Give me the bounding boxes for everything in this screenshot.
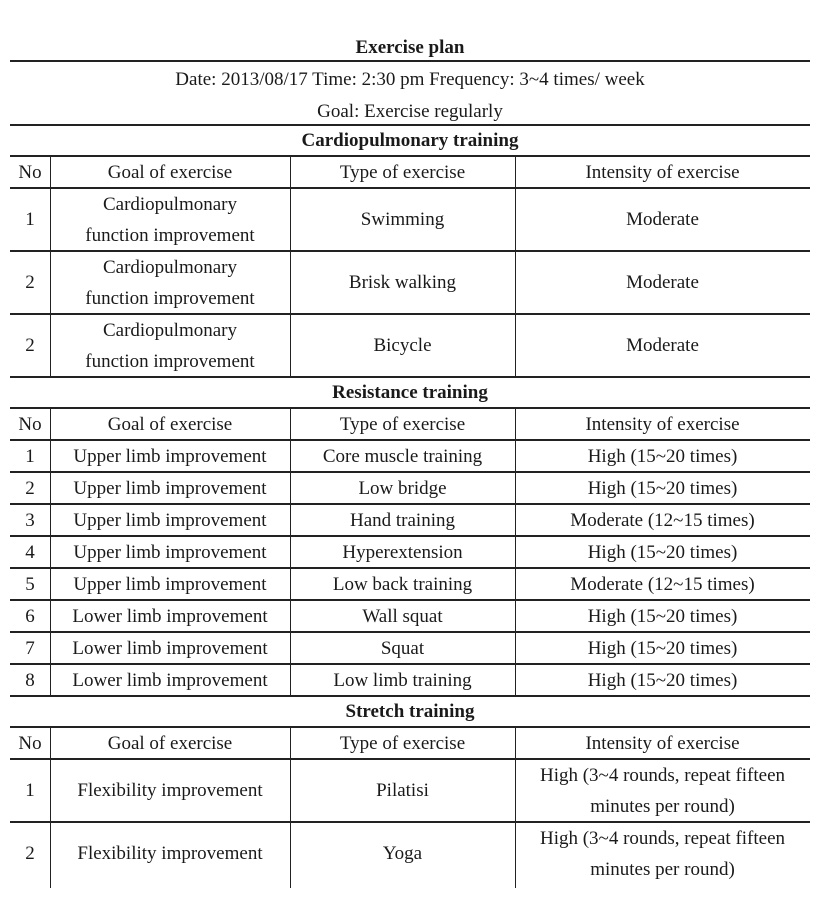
column-header-type-text: Type of exercise (339, 413, 466, 435)
type-cell-text: Brisk walking (348, 272, 457, 293)
type-cell (290, 664, 515, 696)
type-cell (290, 472, 515, 504)
column-header-type-text: Type of exercise (339, 732, 466, 754)
goal-cell (50, 600, 290, 632)
goal-cell-line: Lower limb improvement (72, 669, 268, 691)
intensity-cell-line: High (15~20 times) (587, 605, 738, 627)
goal-cell-line: Upper limb improvement (73, 541, 267, 563)
intensity-cell (515, 632, 810, 664)
column-divider (290, 156, 291, 377)
goal-cell (50, 472, 290, 504)
row-number-text: 5 (25, 573, 35, 595)
column-divider (50, 727, 51, 888)
intensity-cell-line: minutes per round) (590, 858, 735, 880)
type-cell (290, 600, 515, 632)
column-divider (290, 727, 291, 888)
type-cell (290, 440, 515, 472)
intensity-cell-line: minutes per round) (590, 795, 735, 817)
row-number (10, 504, 50, 536)
goal-cell (50, 568, 290, 600)
row-number-text: 8 (25, 669, 35, 691)
section-title (10, 697, 810, 726)
row-number-text: 1 (25, 445, 35, 467)
intensity-cell-line: High (15~20 times) (587, 541, 738, 563)
column-header-intensity (515, 408, 810, 440)
goal-cell-line: Flexibility improvement (77, 780, 263, 801)
column-header-type-text: Type of exercise (339, 161, 466, 183)
goal-cell (50, 188, 290, 251)
type-cell (290, 251, 515, 314)
type-cell-text: Squat (380, 637, 425, 659)
column-header-no (10, 156, 50, 188)
type-cell-text: Swimming (360, 209, 445, 230)
intensity-cell (515, 251, 810, 314)
row-number (10, 188, 50, 251)
row-number-text: 2 (25, 272, 35, 293)
goal-line-text: Goal: Exercise regularly (317, 100, 503, 122)
intensity-cell (515, 504, 810, 536)
column-header-type (290, 408, 515, 440)
row-number-text: 2 (25, 477, 35, 499)
intensity-cell-line: Moderate (626, 272, 699, 293)
goal-cell-line: function improvement (85, 287, 255, 309)
goal-cell-line: Lower limb improvement (72, 637, 268, 659)
row-number (10, 759, 50, 822)
row-number (10, 568, 50, 600)
column-divider (515, 156, 516, 377)
row-number (10, 472, 50, 504)
goal-cell-line: Upper limb improvement (73, 509, 267, 531)
type-cell (290, 504, 515, 536)
intensity-cell-line: High (15~20 times) (587, 445, 738, 467)
row-number (10, 822, 50, 885)
section-title (10, 126, 810, 155)
column-header-intensity-text: Intensity of exercise (585, 161, 740, 183)
section-title-text: Cardiopulmonary training (301, 130, 519, 151)
intensity-cell (515, 536, 810, 568)
intensity-cell-line: Moderate (626, 335, 699, 356)
column-divider (50, 156, 51, 377)
column-header-no-text: No (18, 413, 42, 435)
intensity-cell-line: High (15~20 times) (587, 477, 738, 499)
row-number (10, 440, 50, 472)
goal-cell (50, 822, 290, 885)
goal-cell-line: Flexibility improvement (77, 843, 263, 864)
type-cell-text: Low limb training (333, 669, 472, 691)
type-cell (290, 314, 515, 377)
row-number-text: 3 (25, 509, 35, 531)
row-number (10, 664, 50, 696)
goal-cell-line: Cardiopulmonary (102, 193, 237, 215)
goal-cell-line: Cardiopulmonary (102, 256, 237, 278)
intensity-cell-line: High (15~20 times) (587, 637, 738, 659)
intensity-cell (515, 188, 810, 251)
goal-cell-line: function improvement (85, 350, 255, 372)
type-cell-text: Core muscle training (322, 445, 483, 467)
info-line (10, 64, 810, 94)
goal-cell-line: Cardiopulmonary (102, 319, 237, 341)
type-cell-text: Hyperextension (342, 541, 463, 563)
column-header-no (10, 408, 50, 440)
column-divider (290, 408, 291, 696)
goal-cell (50, 314, 290, 377)
table-title-text: Exercise plan (355, 36, 465, 58)
intensity-cell (515, 822, 810, 885)
row-number-text: 7 (25, 637, 35, 659)
type-cell (290, 188, 515, 251)
intensity-cell-line: Moderate (12~15 times) (570, 509, 755, 531)
intensity-cell-line: High (3~4 rounds, repeat fifteen (539, 827, 786, 849)
type-cell-text: Wall squat (362, 605, 443, 627)
column-header-no (10, 727, 50, 759)
goal-cell (50, 632, 290, 664)
intensity-cell (515, 314, 810, 377)
column-header-intensity (515, 727, 810, 759)
type-cell-text: Bicycle (373, 335, 432, 356)
row-number (10, 600, 50, 632)
goal-cell (50, 664, 290, 696)
rule-line (10, 60, 810, 62)
goal-cell-line: function improvement (85, 224, 255, 246)
row-number-text: 2 (25, 843, 35, 864)
type-cell-text: Pilatisi (376, 780, 429, 801)
column-divider (515, 727, 516, 888)
goal-cell (50, 759, 290, 822)
row-number (10, 632, 50, 664)
type-cell-text: Low back training (332, 573, 473, 595)
column-header-goal (50, 156, 290, 188)
intensity-cell (515, 759, 810, 822)
type-cell-text: Low bridge (358, 477, 447, 499)
column-header-intensity-text: Intensity of exercise (585, 413, 740, 435)
table-title (10, 33, 810, 61)
intensity-cell (515, 600, 810, 632)
row-number-text: 1 (25, 209, 35, 230)
type-cell (290, 568, 515, 600)
intensity-cell-line: High (15~20 times) (587, 669, 738, 691)
intensity-cell (515, 568, 810, 600)
column-header-intensity (515, 156, 810, 188)
column-header-no-text: No (18, 732, 42, 754)
column-divider (50, 408, 51, 696)
column-header-type (290, 727, 515, 759)
intensity-cell-line: Moderate (626, 209, 699, 230)
row-number (10, 536, 50, 568)
type-cell (290, 536, 515, 568)
column-header-goal-text: Goal of exercise (107, 413, 233, 435)
intensity-cell-line: Moderate (12~15 times) (570, 573, 755, 595)
type-cell (290, 759, 515, 822)
type-cell (290, 632, 515, 664)
row-number (10, 314, 50, 377)
column-header-intensity-text: Intensity of exercise (585, 732, 740, 754)
row-number (10, 251, 50, 314)
goal-cell (50, 440, 290, 472)
goal-cell (50, 536, 290, 568)
section-title (10, 378, 810, 407)
goal-cell (50, 251, 290, 314)
intensity-cell (515, 664, 810, 696)
type-cell-text: Yoga (382, 843, 423, 864)
intensity-cell-line: High (3~4 rounds, repeat fifteen (539, 764, 786, 786)
type-cell-text: Hand training (349, 509, 455, 531)
column-header-goal-text: Goal of exercise (107, 732, 233, 754)
info-line-text: Date: 2013/08/17 Time: 2:30 pm Frequency: 3~4 times/ week (175, 68, 645, 90)
row-number-text: 1 (25, 780, 35, 801)
intensity-cell (515, 472, 810, 504)
goal-cell-line: Upper limb improvement (73, 573, 267, 595)
section-title-text: Resistance training (332, 382, 488, 403)
goal-cell-line: Upper limb improvement (73, 477, 267, 499)
goal-cell-line: Upper limb improvement (73, 445, 267, 467)
row-number-text: 4 (25, 541, 35, 563)
column-header-type (290, 156, 515, 188)
column-header-goal-text: Goal of exercise (107, 161, 233, 183)
row-number-text: 2 (25, 335, 35, 356)
goal-cell (50, 504, 290, 536)
column-header-goal (50, 727, 290, 759)
goal-line (10, 96, 810, 126)
column-header-no-text: No (18, 161, 42, 183)
section-title-text: Stretch training (345, 701, 475, 722)
column-header-goal (50, 408, 290, 440)
intensity-cell (515, 440, 810, 472)
row-number-text: 6 (25, 605, 35, 627)
goal-cell-line: Lower limb improvement (72, 605, 268, 627)
column-divider (515, 408, 516, 696)
type-cell (290, 822, 515, 885)
